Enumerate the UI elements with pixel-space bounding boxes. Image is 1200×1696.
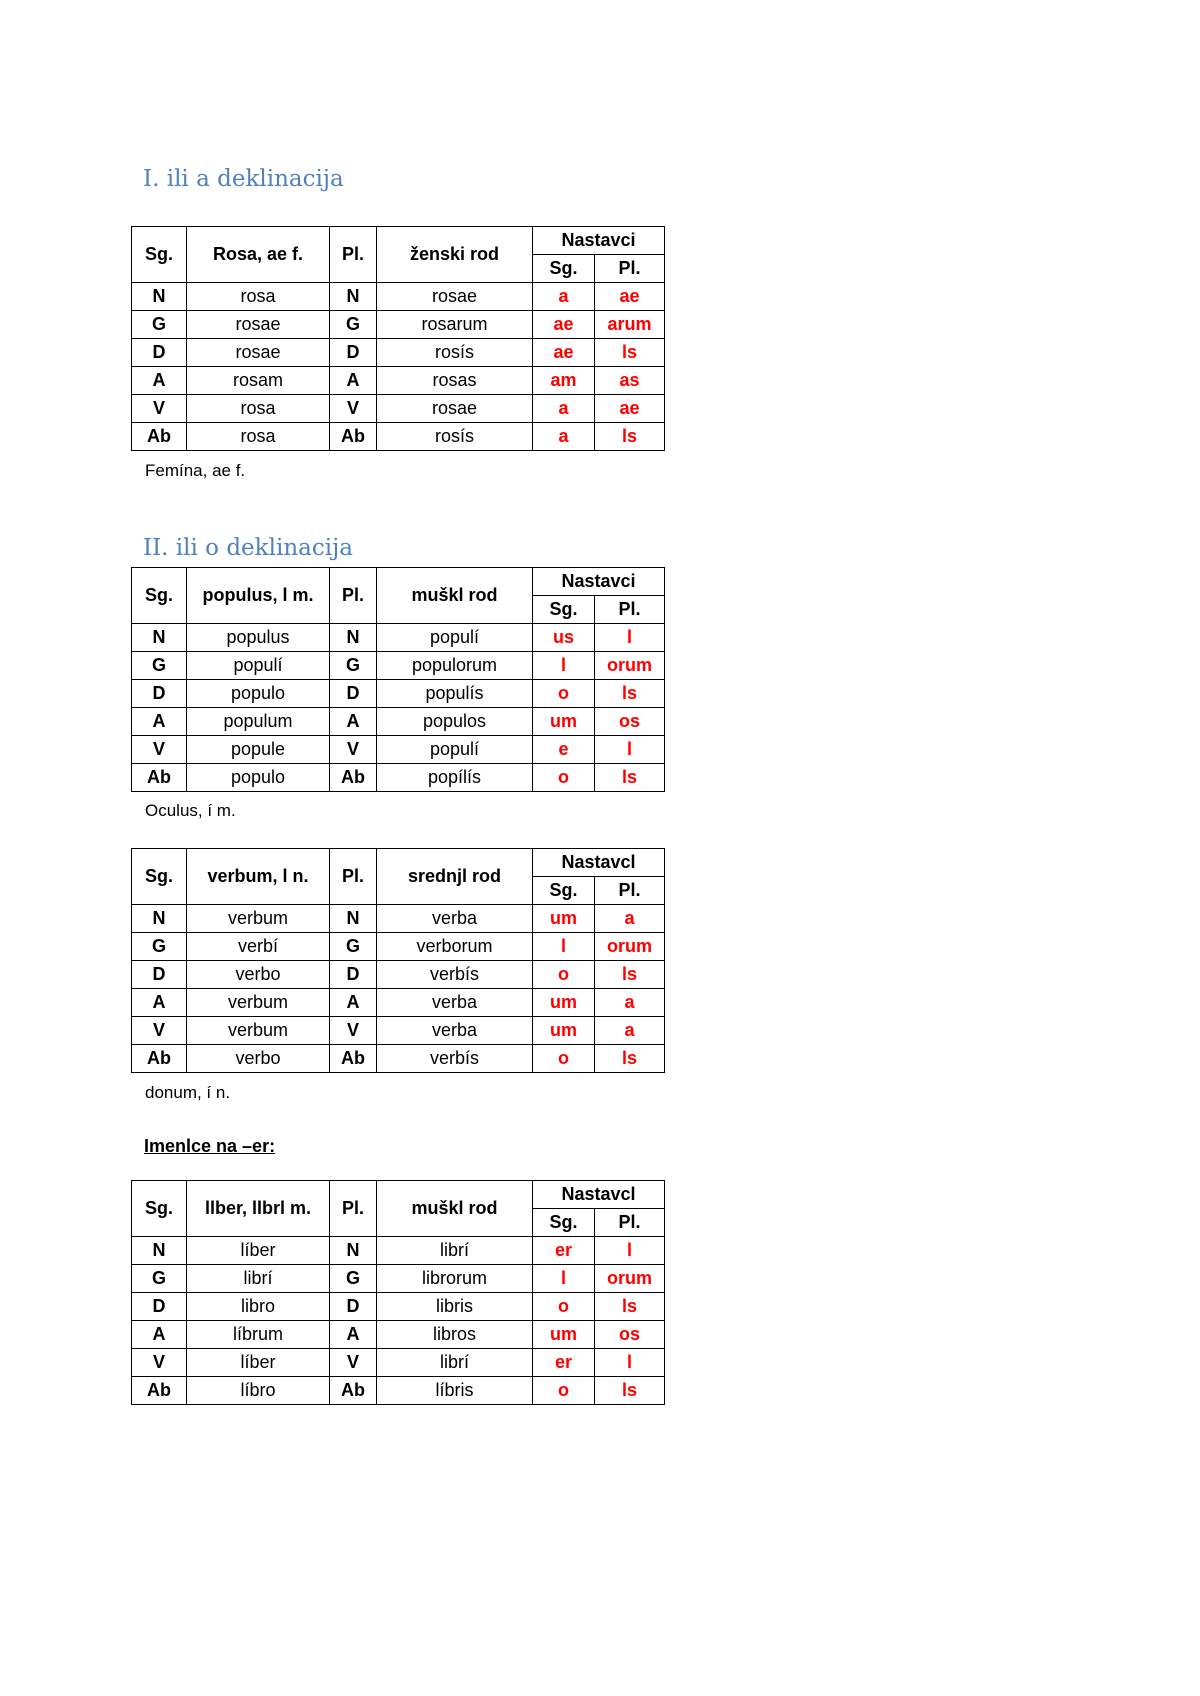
example-word-note: Oculus, í m. — [145, 801, 236, 820]
table-row — [132, 905, 665, 933]
ending-pl-cell: arum — [595, 311, 665, 339]
singular-form-cell: populus — [187, 624, 330, 652]
table-row — [132, 1265, 665, 1293]
plural-form-cell: verbís — [377, 1045, 533, 1073]
case-pl-cell: N — [330, 1237, 377, 1265]
plural-form-cell: populí — [377, 624, 533, 652]
singular-form-cell: rosa — [187, 283, 330, 311]
table-row — [132, 1321, 665, 1349]
plural-form-cell: popílís — [377, 764, 533, 792]
ending-sg-cell: o — [533, 680, 595, 708]
singular-form-cell: líber — [187, 1349, 330, 1377]
case-sg-cell: G — [132, 933, 187, 961]
ending-pl-cell: os — [595, 708, 665, 736]
singular-form-cell: verbum — [187, 989, 330, 1017]
singular-form-cell: libro — [187, 1293, 330, 1321]
ending-sg-cell: e — [533, 736, 595, 764]
header-sg: Sg. — [132, 227, 187, 283]
table-row — [132, 1293, 665, 1321]
case-pl-cell: Ab — [330, 1045, 377, 1073]
table-row — [132, 311, 665, 339]
table-row — [132, 961, 665, 989]
table-row — [132, 1017, 665, 1045]
plural-form-cell: rosae — [377, 395, 533, 423]
ending-pl-cell: l — [595, 736, 665, 764]
plural-form-cell: populos — [377, 708, 533, 736]
case-sg-cell: V — [132, 395, 187, 423]
header-pl: Pl. — [330, 568, 377, 624]
ending-sg-cell: ae — [533, 311, 595, 339]
ending-pl-cell: ls — [595, 423, 665, 451]
case-sg-cell: Ab — [132, 1377, 187, 1405]
ending-pl-cell: ls — [595, 1293, 665, 1321]
plural-form-cell: rosas — [377, 367, 533, 395]
header-ending-pl: Pl. — [595, 596, 665, 624]
ending-sg-cell: er — [533, 1237, 595, 1265]
table-row — [132, 736, 665, 764]
singular-form-cell: verbum — [187, 1017, 330, 1045]
case-sg-cell: V — [132, 1349, 187, 1377]
case-sg-cell: G — [132, 652, 187, 680]
header-nastavci: Nastavci — [533, 568, 665, 596]
ending-sg-cell: a — [533, 423, 595, 451]
case-sg-cell: A — [132, 708, 187, 736]
ending-pl-cell: ls — [595, 764, 665, 792]
ending-sg-cell: a — [533, 395, 595, 423]
plural-form-cell: rosís — [377, 423, 533, 451]
ending-pl-cell: ae — [595, 395, 665, 423]
case-pl-cell: V — [330, 736, 377, 764]
case-sg-cell: D — [132, 680, 187, 708]
table-row — [132, 708, 665, 736]
case-pl-cell: Ab — [330, 423, 377, 451]
ending-sg-cell: l — [533, 933, 595, 961]
ending-sg-cell: o — [533, 1377, 595, 1405]
header-ending-sg: Sg. — [533, 255, 595, 283]
singular-form-cell: populo — [187, 680, 330, 708]
ending-pl-cell: ae — [595, 283, 665, 311]
case-sg-cell: D — [132, 339, 187, 367]
header-sg: Sg. — [132, 568, 187, 624]
header-ending-sg: Sg. — [533, 1209, 595, 1237]
plural-form-cell: verba — [377, 1017, 533, 1045]
plural-form-cell: librorum — [377, 1265, 533, 1293]
table-row — [132, 989, 665, 1017]
ending-pl-cell: ls — [595, 1377, 665, 1405]
header-nastavci: Nastavcl — [533, 849, 665, 877]
ending-sg-cell: um — [533, 905, 595, 933]
table-row — [132, 652, 665, 680]
case-sg-cell: A — [132, 989, 187, 1017]
case-pl-cell: N — [330, 905, 377, 933]
ending-sg-cell: um — [533, 708, 595, 736]
singular-form-cell: líbrum — [187, 1321, 330, 1349]
plural-form-cell: libris — [377, 1293, 533, 1321]
section-2-heading: II. ili o deklinacija — [143, 535, 353, 561]
section-1-heading: I. ili a deklinacija — [143, 166, 344, 192]
ending-pl-cell: ls — [595, 339, 665, 367]
case-sg-cell: Ab — [132, 1045, 187, 1073]
table-row — [132, 624, 665, 652]
header-ending-sg: Sg. — [533, 596, 595, 624]
case-pl-cell: A — [330, 1321, 377, 1349]
singular-form-cell: verbo — [187, 961, 330, 989]
singular-form-cell: populum — [187, 708, 330, 736]
plural-form-cell: rosae — [377, 283, 533, 311]
case-sg-cell: V — [132, 736, 187, 764]
header-ending-pl: Pl. — [595, 255, 665, 283]
case-sg-cell: A — [132, 367, 187, 395]
ending-sg-cell: l — [533, 1265, 595, 1293]
ending-pl-cell: orum — [595, 1265, 665, 1293]
singular-form-cell: rosa — [187, 423, 330, 451]
table-row — [132, 933, 665, 961]
er-nouns-table — [131, 1180, 665, 1405]
case-sg-cell: Ab — [132, 423, 187, 451]
plural-form-cell: verba — [377, 989, 533, 1017]
ending-pl-cell: a — [595, 989, 665, 1017]
a-declension-table — [131, 226, 665, 451]
case-pl-cell: D — [330, 1293, 377, 1321]
case-pl-cell: D — [330, 680, 377, 708]
case-sg-cell: N — [132, 905, 187, 933]
plural-form-cell: populorum — [377, 652, 533, 680]
ending-pl-cell: l — [595, 1237, 665, 1265]
case-pl-cell: A — [330, 708, 377, 736]
ending-sg-cell: um — [533, 1321, 595, 1349]
case-sg-cell: N — [132, 283, 187, 311]
header-word: populus, l m. — [187, 568, 330, 624]
singular-form-cell: líber — [187, 1237, 330, 1265]
ending-sg-cell: ae — [533, 339, 595, 367]
singular-form-cell: verbum — [187, 905, 330, 933]
table-row — [132, 1377, 665, 1405]
case-sg-cell: D — [132, 1293, 187, 1321]
ending-pl-cell: ls — [595, 961, 665, 989]
header-nastavci: Nastavci — [533, 227, 665, 255]
header-gender: muškl rod — [377, 1181, 533, 1237]
table-row — [132, 395, 665, 423]
ending-sg-cell: am — [533, 367, 595, 395]
header-word: verbum, l n. — [187, 849, 330, 905]
ending-pl-cell: a — [595, 1017, 665, 1045]
case-pl-cell: V — [330, 1017, 377, 1045]
case-pl-cell: N — [330, 624, 377, 652]
table-row — [132, 680, 665, 708]
header-nastavci: Nastavcl — [533, 1181, 665, 1209]
case-pl-cell: A — [330, 989, 377, 1017]
ending-sg-cell: o — [533, 1293, 595, 1321]
case-pl-cell: V — [330, 395, 377, 423]
ending-sg-cell: o — [533, 764, 595, 792]
table-row — [132, 1237, 665, 1265]
header-gender: muškl rod — [377, 568, 533, 624]
ending-sg-cell: o — [533, 961, 595, 989]
header-pl: Pl. — [330, 849, 377, 905]
case-sg-cell: G — [132, 311, 187, 339]
header-gender: ženski rod — [377, 227, 533, 283]
ending-sg-cell: um — [533, 1017, 595, 1045]
singular-form-cell: verbo — [187, 1045, 330, 1073]
header-pl: Pl. — [330, 1181, 377, 1237]
ending-sg-cell: us — [533, 624, 595, 652]
header-word: Rosa, ae f. — [187, 227, 330, 283]
case-pl-cell: D — [330, 339, 377, 367]
singular-form-cell: líbro — [187, 1377, 330, 1405]
ending-sg-cell: er — [533, 1349, 595, 1377]
header-sg: Sg. — [132, 1181, 187, 1237]
header-ending-pl: Pl. — [595, 1209, 665, 1237]
example-word-note: Femína, ae f. — [145, 461, 246, 480]
o-declension-neut-table — [131, 848, 665, 1073]
ending-sg-cell: o — [533, 1045, 595, 1073]
case-pl-cell: Ab — [330, 1377, 377, 1405]
singular-form-cell: populí — [187, 652, 330, 680]
case-pl-cell: A — [330, 367, 377, 395]
singular-form-cell: librí — [187, 1265, 330, 1293]
case-sg-cell: Ab — [132, 764, 187, 792]
case-pl-cell: G — [330, 652, 377, 680]
table-row — [132, 764, 665, 792]
ending-pl-cell: orum — [595, 933, 665, 961]
header-row — [132, 1181, 665, 1209]
example-word-note: donum, í n. — [145, 1083, 231, 1102]
case-sg-cell: G — [132, 1265, 187, 1293]
header-row — [132, 227, 665, 255]
case-sg-cell: A — [132, 1321, 187, 1349]
plural-form-cell: populí — [377, 736, 533, 764]
header-word: llber, llbrl m. — [187, 1181, 330, 1237]
table-row — [132, 367, 665, 395]
header-gender: srednjl rod — [377, 849, 533, 905]
header-ending-pl: Pl. — [595, 877, 665, 905]
table-row — [132, 423, 665, 451]
plural-form-cell: librí — [377, 1349, 533, 1377]
ending-pl-cell: as — [595, 367, 665, 395]
singular-form-cell: rosae — [187, 311, 330, 339]
case-sg-cell: D — [132, 961, 187, 989]
header-row — [132, 849, 665, 877]
ending-sg-cell: a — [533, 283, 595, 311]
case-pl-cell: G — [330, 933, 377, 961]
singular-form-cell: rosa — [187, 395, 330, 423]
case-pl-cell: N — [330, 283, 377, 311]
plural-form-cell: populís — [377, 680, 533, 708]
table-row — [132, 1349, 665, 1377]
plural-form-cell: verba — [377, 905, 533, 933]
header-row — [132, 568, 665, 596]
plural-form-cell: verbís — [377, 961, 533, 989]
ending-pl-cell: a — [595, 905, 665, 933]
ending-sg-cell: l — [533, 652, 595, 680]
case-pl-cell: G — [330, 1265, 377, 1293]
ending-pl-cell: ls — [595, 680, 665, 708]
plural-form-cell: líbris — [377, 1377, 533, 1405]
singular-form-cell: verbí — [187, 933, 330, 961]
header-pl: Pl. — [330, 227, 377, 283]
case-pl-cell: Ab — [330, 764, 377, 792]
ending-pl-cell: l — [595, 1349, 665, 1377]
plural-form-cell: verborum — [377, 933, 533, 961]
ending-sg-cell: um — [533, 989, 595, 1017]
ending-pl-cell: orum — [595, 652, 665, 680]
ending-pl-cell: ls — [595, 1045, 665, 1073]
plural-form-cell: libros — [377, 1321, 533, 1349]
plural-form-cell: rosarum — [377, 311, 533, 339]
table-row — [132, 283, 665, 311]
case-sg-cell: V — [132, 1017, 187, 1045]
table-row — [132, 339, 665, 367]
case-pl-cell: V — [330, 1349, 377, 1377]
case-pl-cell: D — [330, 961, 377, 989]
o-declension-masc-table — [131, 567, 665, 792]
case-sg-cell: N — [132, 1237, 187, 1265]
singular-form-cell: rosae — [187, 339, 330, 367]
plural-form-cell: rosís — [377, 339, 533, 367]
singular-form-cell: populo — [187, 764, 330, 792]
plural-form-cell: librí — [377, 1237, 533, 1265]
ending-pl-cell: os — [595, 1321, 665, 1349]
ending-pl-cell: l — [595, 624, 665, 652]
singular-form-cell: rosam — [187, 367, 330, 395]
header-ending-sg: Sg. — [533, 877, 595, 905]
er-nouns-subheading: Imenlce na –er: — [144, 1136, 276, 1156]
table-row — [132, 1045, 665, 1073]
case-sg-cell: N — [132, 624, 187, 652]
header-sg: Sg. — [132, 849, 187, 905]
singular-form-cell: popule — [187, 736, 330, 764]
case-pl-cell: G — [330, 311, 377, 339]
